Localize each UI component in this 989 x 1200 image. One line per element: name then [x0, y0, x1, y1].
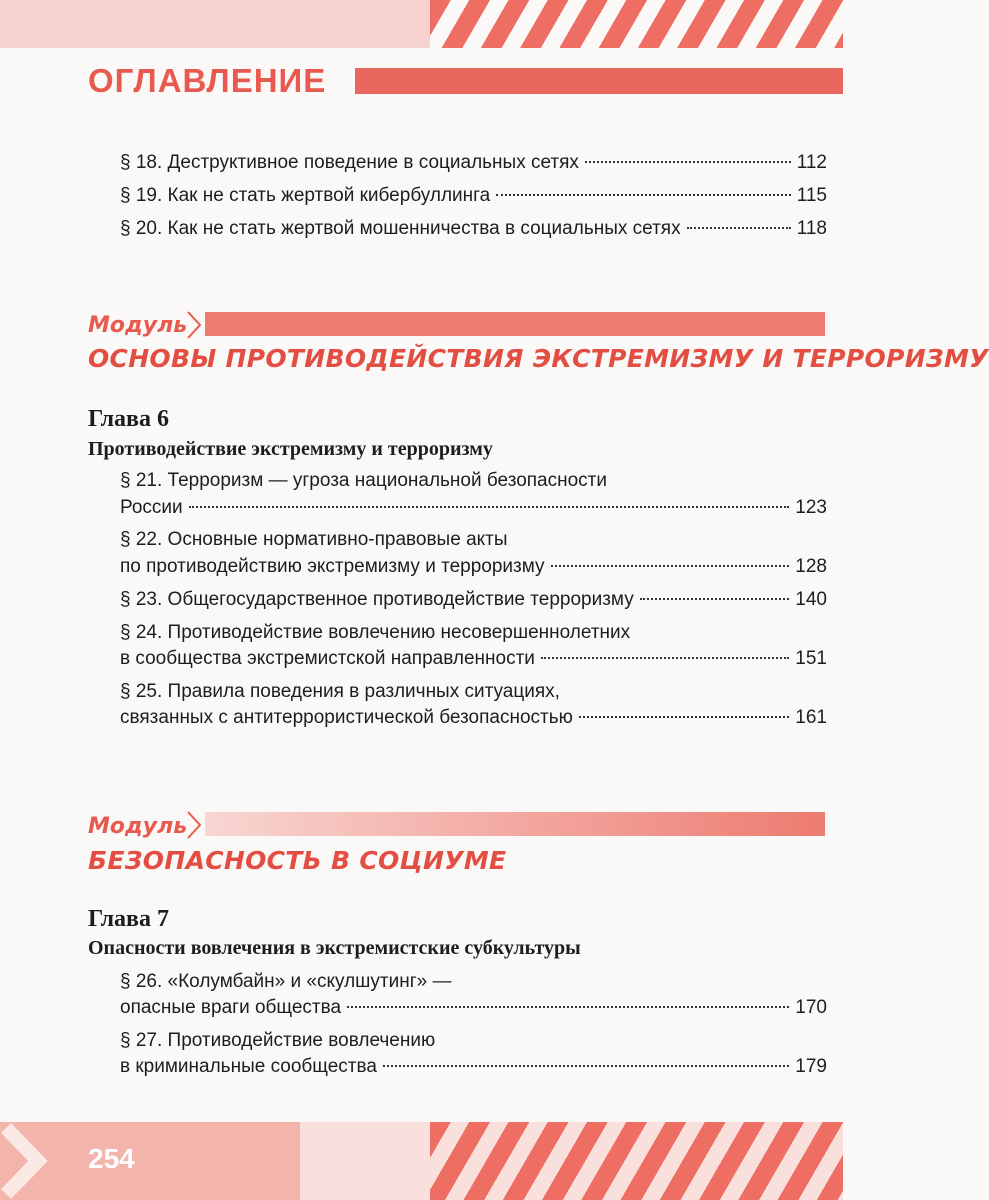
- chapter-subtitle: Опасности вовлечения в экстремистские субкультуры: [88, 937, 581, 959]
- toc-entry: [120, 556, 827, 578]
- entry-page: 128: [795, 556, 827, 577]
- chevron-right-icon: [186, 810, 202, 840]
- toc-entry: [120, 707, 827, 729]
- entry-text: § 21. Терроризм — угроза национальной безопасности: [120, 470, 607, 491]
- heading-bar: [355, 68, 843, 94]
- module-label: Модуль: [88, 814, 188, 839]
- module-label: Модуль: [88, 313, 188, 338]
- top-decorative-band: [0, 0, 843, 48]
- module-bar: [205, 812, 825, 836]
- module-title: БЕЗОПАСНОСТЬ В СОЦИУМЕ: [88, 846, 507, 875]
- module-title: ОСНОВЫ ПРОТИВОДЕЙСТВИЯ ЭКСТРЕМИЗМУ И ТЕРРОРИЗМУ: [88, 344, 989, 373]
- entry-text: § 27. Противодействие вовлечению: [120, 1030, 436, 1051]
- entry-page: 151: [795, 648, 827, 669]
- toc-entry: [120, 1056, 827, 1078]
- entry-page: 179: [795, 1056, 827, 1077]
- entry-page: 115: [796, 185, 827, 206]
- toc-entry: [120, 497, 827, 519]
- chevron-right-icon: [186, 310, 202, 340]
- toc-entry: [120, 152, 827, 174]
- toc-entry: [120, 185, 827, 207]
- entry-text: § 20. Как не стать жертвой мошенничества в социальных сетях: [120, 218, 681, 239]
- chevron-right-icon: [0, 1122, 60, 1200]
- entry-text: § 18. Деструктивное поведение в социальных сетях: [120, 152, 579, 173]
- entry-page: 118: [796, 218, 827, 239]
- chapter-title: Глава 6: [88, 406, 169, 432]
- chapter-subtitle: Противодействие экстремизму и терроризму: [88, 438, 493, 460]
- toc-entry: [120, 648, 827, 670]
- toc-entry: [120, 589, 827, 611]
- toc-entry: [120, 218, 827, 240]
- entry-text: опасные враги общества: [120, 997, 342, 1018]
- entry-text: в криминальные сообщества: [120, 1056, 377, 1077]
- entry-text: связанных с антитеррористической безопасностью: [120, 707, 573, 728]
- page-number: 254: [88, 1143, 135, 1174]
- entry-text: § 19. Как не стать жертвой кибербуллинга: [120, 185, 491, 206]
- entry-text: § 22. Основные нормативно-правовые акты: [120, 529, 508, 550]
- entry-text: § 23. Общегосударственное противодействие терроризму: [120, 589, 634, 610]
- entry-page: 161: [795, 707, 827, 728]
- entry-text: § 26. «Колумбайн» и «скулшутинг» —: [120, 971, 452, 992]
- chapter-title: Глава 7: [88, 906, 169, 932]
- entry-page: 112: [796, 152, 827, 173]
- module-bar: [205, 312, 825, 336]
- entry-text: § 24. Противодействие вовлечению несовершеннолетних: [120, 622, 631, 643]
- entry-page: 123: [795, 497, 827, 518]
- entry-text: по противодействию экстремизму и терроризму: [120, 556, 545, 577]
- entry-text: § 25. Правила поведения в различных ситуациях,: [120, 681, 560, 702]
- page-heading: ОГЛАВЛЕНИЕ: [88, 62, 327, 99]
- entry-text: России: [120, 497, 183, 518]
- entry-text: в сообщества экстремистской направленности: [120, 648, 535, 669]
- entry-page: 140: [795, 589, 827, 610]
- entry-page: 170: [795, 997, 827, 1018]
- toc-entry: [120, 997, 827, 1019]
